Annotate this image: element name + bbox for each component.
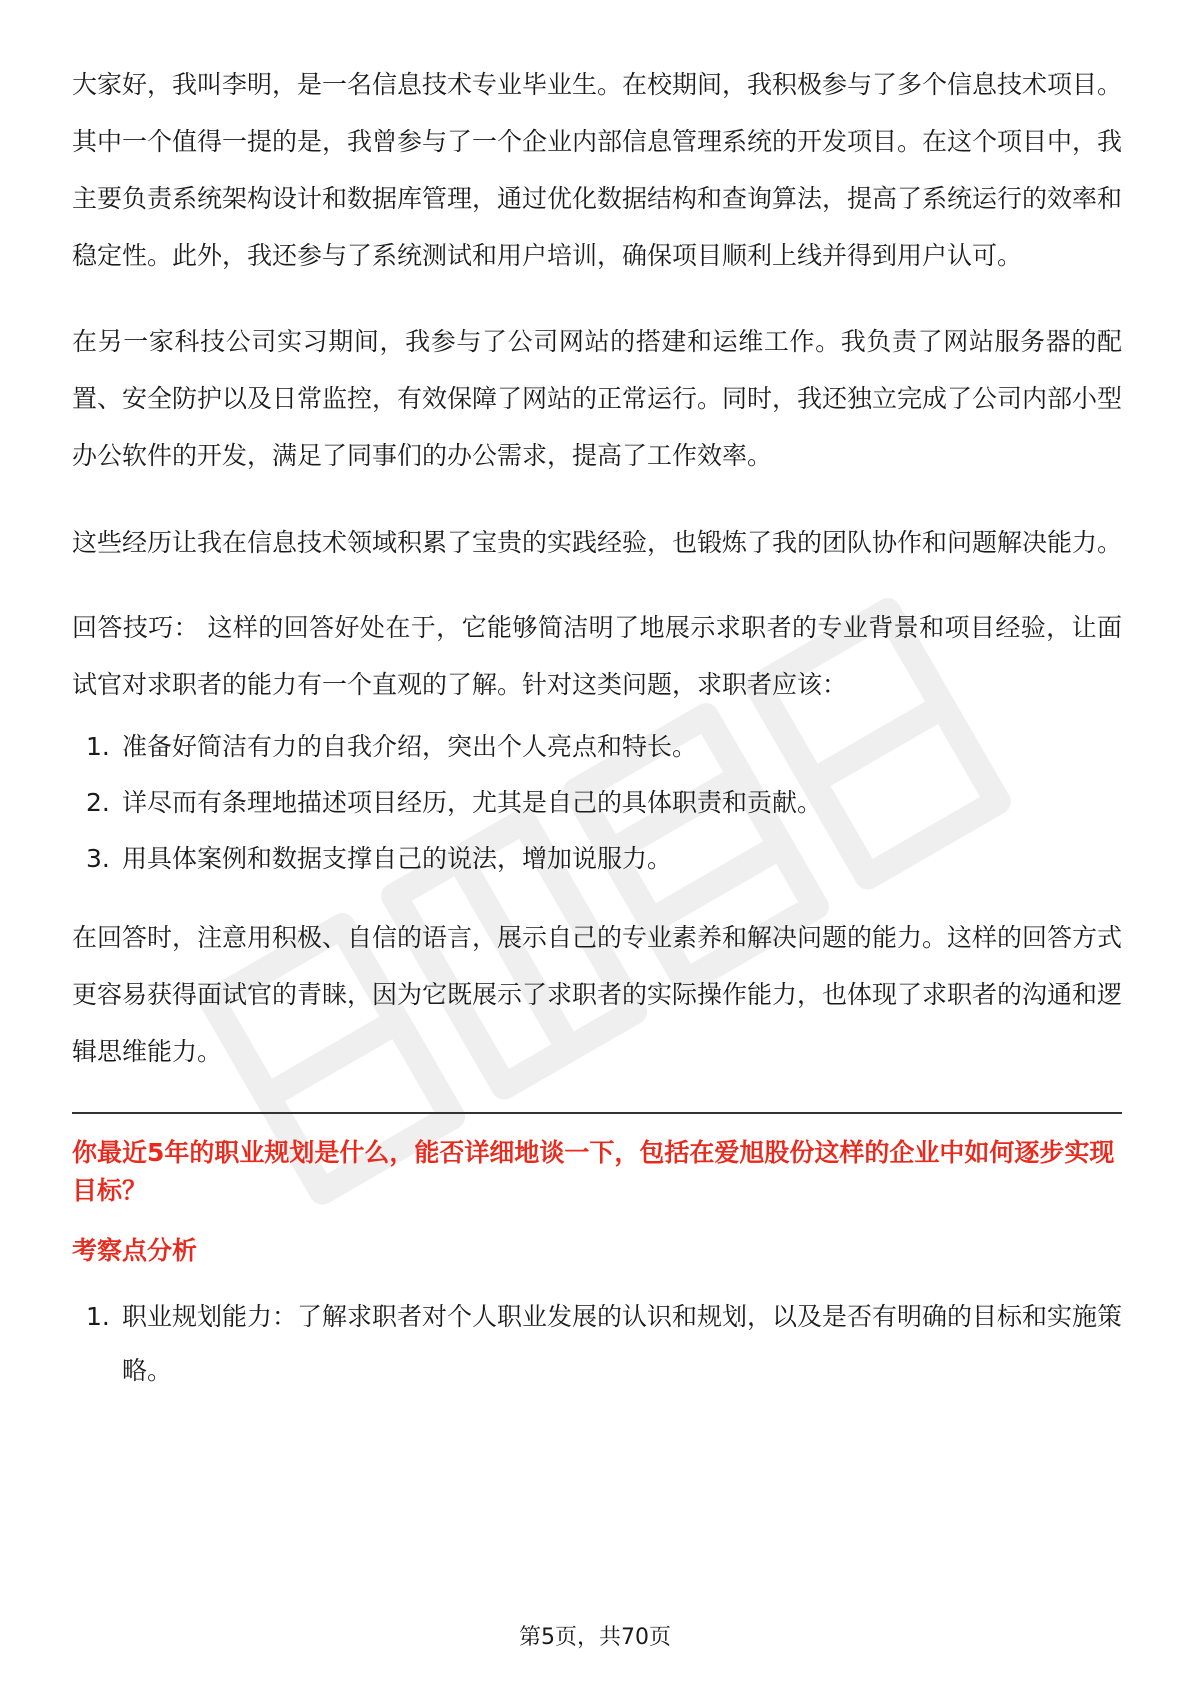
question-title: 你最近5年的职业规划是什么，能否详细地谈一下，包括在爱旭股份这样的企业中如何逐步实现目标？ bbox=[72, 1138, 1115, 1205]
list-item bbox=[72, 719, 1122, 775]
list-item bbox=[72, 831, 1122, 887]
list-text: 用具体案例和数据支撑自己的说法，增加说服力。 bbox=[122, 844, 673, 873]
list-item bbox=[72, 1290, 1122, 1398]
analysis-list bbox=[72, 1290, 1122, 1398]
document-page bbox=[72, 56, 1122, 1398]
list-item bbox=[72, 775, 1122, 831]
list-text: 准备好简洁有力的自我介绍，突出个人亮点和特长。 bbox=[122, 732, 698, 761]
paragraph-answer-tips: 回答技巧： 这样的回答好处在于，它能够简洁明了地展示求职者的专业背景和项目经验，让面试官对求职者的能力有一个直观的了解。针对这类问题，求职者应该： bbox=[72, 613, 1122, 699]
list-text: 详尽而有条理地描述项目经历，尤其是自己的具体职责和贡献。 bbox=[122, 788, 823, 817]
section-divider bbox=[72, 1112, 1122, 1114]
list-number: 1. bbox=[86, 1302, 110, 1331]
list-number: 3. bbox=[86, 844, 110, 873]
paragraph-conclusion: 在回答时，注意用积极、自信的语言，展示自己的专业素养和解决问题的能力。这样的回答方式更容易获得面试官的青睐，因为它既展示了求职者的实际操作能力，也体现了求职者的沟通和逻辑思维能力。 bbox=[72, 923, 1123, 1066]
section-heading: 考察点分析 bbox=[72, 1236, 198, 1265]
list-number: 2. bbox=[86, 788, 110, 817]
paragraph-summary: 这些经历让我在信息技术领域积累了宝贵的实践经验，也锻炼了我的团队协作和问题解决能力。 bbox=[72, 528, 1123, 557]
page-footer: 第5页，共70页 bbox=[519, 1625, 671, 1650]
tips-list bbox=[72, 719, 1122, 887]
list-number: 1. bbox=[86, 732, 110, 761]
list-text: 职业规划能力：了解求职者对个人职业发展的认识和规划，以及是否有明确的目标和实施策略。 bbox=[122, 1302, 1123, 1385]
paragraph-internship: 在另一家科技公司实习期间，我参与了公司网站的搭建和运维工作。我负责了网站服务器的配置、安全防护以及日常监控，有效保障了网站的正常运行。同时，我还独立完成了公司内部小型办公软件的开发，满足了同事们的办公需求，提高了工作效率。 bbox=[72, 327, 1123, 470]
paragraph-intro: 大家好，我叫李明，是一名信息技术专业毕业生。在校期间，我积极参与了多个信息技术项目。其中一个值得一提的是，我曾参与了一个企业内部信息管理系统的开发项目。在这个项目中，我主要负责系统架构设计和数据库管理，通过优化数据结构和查询算法，提高了系统运行的效率和稳定性。此外，我还参与了系统测试和用户培训，确保项目顺利上线并得到用户认可。 bbox=[72, 70, 1123, 270]
